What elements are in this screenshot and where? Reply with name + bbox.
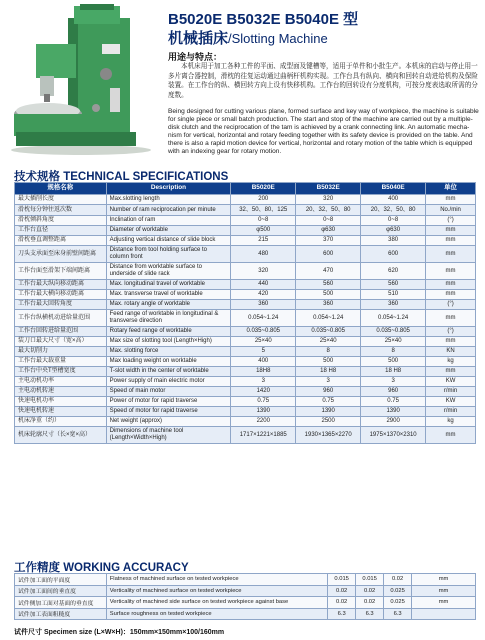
spec-cell: 380 xyxy=(361,236,426,246)
accuracy-cell: 0.02 xyxy=(356,585,384,597)
accuracy-table-body xyxy=(15,574,476,620)
spec-cell: 25×40 xyxy=(361,337,426,347)
spec-cell: Max loading weight on worktable xyxy=(106,357,231,367)
accuracy-row xyxy=(15,574,476,586)
spec-header-cell: B5020E xyxy=(231,183,296,195)
spec-cell: 510 xyxy=(361,290,426,300)
accuracy-cell: Surface roughness on tested workpiece xyxy=(106,608,327,620)
spec-cell: Distance from worktable surface to underside of slide rack xyxy=(106,263,231,280)
spec-cell: 0~8 xyxy=(231,216,296,226)
spec-cell: 600 xyxy=(296,246,361,263)
spec-cell: 5 xyxy=(231,347,296,357)
spec-cell: r/min xyxy=(426,407,476,417)
accuracy-cell: 试件加工面间的垂直度 xyxy=(15,585,107,597)
spec-cell: Diameter of worktable xyxy=(106,226,231,236)
spec-cell: Speed of motor for rapid traverse xyxy=(106,407,231,417)
spec-cell: 32、50、80、125 xyxy=(231,205,296,216)
spec-row xyxy=(15,263,476,280)
spec-row xyxy=(15,417,476,427)
spec-cell: 320 xyxy=(296,195,361,205)
spec-cell: r/min xyxy=(426,387,476,397)
spec-cell: Max. slotting force xyxy=(106,347,231,357)
spec-cell: 400 xyxy=(231,357,296,367)
spec-cell: 滑枕倾斜角度 xyxy=(15,216,107,226)
spec-cell: 1390 xyxy=(296,407,361,417)
spec-cell: 工作台直径 xyxy=(15,226,107,236)
spec-row xyxy=(15,397,476,407)
spec-cell: mm xyxy=(426,337,476,347)
spec-cell: 最大插削长度 xyxy=(15,195,107,205)
spec-cell: 470 xyxy=(296,263,361,280)
accuracy-row xyxy=(15,597,476,609)
spec-cell: 420 xyxy=(231,290,296,300)
spec-row xyxy=(15,387,476,397)
accuracy-cell: Verticality of machined side surface on tested workpiece against base xyxy=(106,597,327,609)
spec-cell: 600 xyxy=(361,246,426,263)
spec-cell: mm xyxy=(426,427,476,444)
spec-row xyxy=(15,367,476,377)
spec-cell: (°) xyxy=(426,300,476,310)
spec-cell: mm xyxy=(426,236,476,246)
spec-row xyxy=(15,246,476,263)
spec-cell: mm xyxy=(426,226,476,236)
spec-row xyxy=(15,327,476,337)
spec-cell: 500 xyxy=(296,357,361,367)
accuracy-cell xyxy=(412,608,476,620)
spec-cell: 18H8 xyxy=(231,367,296,377)
accuracy-table xyxy=(14,573,476,620)
spec-table-body xyxy=(15,195,476,444)
accuracy-cell: mm xyxy=(412,574,476,586)
slotting-machine-image xyxy=(6,4,156,156)
spec-cell: 960 xyxy=(296,387,361,397)
spec-table xyxy=(14,182,476,444)
spec-cell: 工作台最大纵向移动距离 xyxy=(15,280,107,290)
spec-cell: Inclination of ram xyxy=(106,216,231,226)
spec-cell: 滑枕垂直调整距离 xyxy=(15,236,107,246)
spec-cell: No./min xyxy=(426,205,476,216)
spec-cell: kg xyxy=(426,357,476,367)
spec-cell: 0.054~1.24 xyxy=(296,310,361,327)
accuracy-row xyxy=(15,585,476,597)
spec-cell: mm xyxy=(426,246,476,263)
spec-cell: 1717×1221×1885 xyxy=(231,427,296,444)
spec-cell: 560 xyxy=(361,280,426,290)
spec-cell: 2500 xyxy=(296,417,361,427)
spec-row xyxy=(15,226,476,236)
spec-cell: KW xyxy=(426,377,476,387)
spec-cell: 工作台面至滑架下端间距离 xyxy=(15,263,107,280)
spec-cell: mm xyxy=(426,367,476,377)
spec-header-row xyxy=(15,183,476,195)
spec-cell: φ630 xyxy=(296,226,361,236)
spec-cell: mm xyxy=(426,195,476,205)
spec-cell: 机床轮廓尺寸（长×宽×高） xyxy=(15,427,107,444)
spec-row xyxy=(15,337,476,347)
spec-cell: Power of motor for rapid traverse xyxy=(106,397,231,407)
accuracy-cell: 0.02 xyxy=(328,597,356,609)
spec-cell: 360 xyxy=(361,300,426,310)
spec-cell: 1930×1365×2270 xyxy=(296,427,361,444)
model-title: B5020E B5032E B5040E 型 xyxy=(168,11,359,28)
accuracy-cell: 6.3 xyxy=(384,608,412,620)
spec-cell: 主电动机功率 xyxy=(15,377,107,387)
spec-cell: 工作台纵横机动进给量范围 xyxy=(15,310,107,327)
spec-cell: 0.035~0.805 xyxy=(231,327,296,337)
description-en: Being designed for cutting various plane, formed surface and key way of workpiece, the machine is suitable for single piece or small batch production. The start and stop of the machine are carried out by a multiple-disk clutch and the reciprocation of the tam is achieved by a crank connecting link. An automatic mecha-nism for vertical, horizontal and rotary feeding together with its safety device is provided on the table. And there is also a rapid motion device for vertical, horizontal and rotary motion of the table which is equipped with an indexing gear for rotary motion. xyxy=(168,108,479,156)
accuracy-cell: 0.025 xyxy=(384,585,412,597)
spec-row xyxy=(15,280,476,290)
spec-cell: Net weight (approx) xyxy=(106,417,231,427)
spec-cell: 360 xyxy=(296,300,361,310)
spec-cell: 370 xyxy=(296,236,361,246)
spec-cell: mm xyxy=(426,310,476,327)
spec-cell: 8 xyxy=(361,347,426,357)
spec-cell: (°) xyxy=(426,327,476,337)
accuracy-cell: 0.02 xyxy=(356,597,384,609)
spec-cell: Distance from tool holding surface to column front xyxy=(106,246,231,263)
spec-row xyxy=(15,377,476,387)
spec-cell: 560 xyxy=(296,280,361,290)
description-cn: 本机床用于加工各种工件的平面、成型面及键槽等，适用于单件和小批生产。本机床的启动与停止用一多片离合器控制，滑枕的往复运动通过曲柄杆机构实现。工作台具有纵向、横向和回转自动进给机构及保险装置。在工作台的纵、横回转方向上设有快移机构。工作台的回转设有分度机构，可按分度表选取所需的分度数。 xyxy=(168,62,478,99)
accuracy-cell: 6.3 xyxy=(356,608,384,620)
spec-cell: 500 xyxy=(361,357,426,367)
header-area xyxy=(0,0,485,160)
machine-name-en: /Slotting Machine xyxy=(228,31,328,46)
spec-cell: 快速电机功率 xyxy=(15,397,107,407)
accuracy-cell: 0.02 xyxy=(384,574,412,586)
spec-cell: 25×40 xyxy=(231,337,296,347)
spec-cell: 20、32、50、80 xyxy=(296,205,361,216)
spec-row xyxy=(15,427,476,444)
spec-cell: 3 xyxy=(296,377,361,387)
spec-cell: 0.035~0.805 xyxy=(296,327,361,337)
spec-cell: 0.054~1.24 xyxy=(231,310,296,327)
specimen-size: 试件尺寸 Specimen size (L×W×H)：150mm×150mm×100/160mm xyxy=(14,629,225,636)
machine-name-cn: 机械插床 xyxy=(168,30,229,47)
spec-cell: 快速电机转速 xyxy=(15,407,107,417)
accuracy-cell: 试件加工面的平面度 xyxy=(15,574,107,586)
spec-cell: 2200 xyxy=(231,417,296,427)
spec-row xyxy=(15,195,476,205)
spec-cell: 0.035~0.805 xyxy=(361,327,426,337)
spec-cell: 1390 xyxy=(361,407,426,417)
spec-cell: 200 xyxy=(231,195,296,205)
spec-cell: 装刀口最大尺寸（宽×高） xyxy=(15,337,107,347)
spec-cell: 工作台中央T型槽宽度 xyxy=(15,367,107,377)
purpose-heading: 用途与特点： xyxy=(168,53,223,63)
spec-cell: 0.054~1.24 xyxy=(361,310,426,327)
spec-cell: 工作台最大横向移动距离 xyxy=(15,290,107,300)
spec-cell: 8 xyxy=(296,347,361,357)
spec-cell: 320 xyxy=(231,263,296,280)
spec-cell: 1420 xyxy=(231,387,296,397)
spec-header-cell: Description xyxy=(106,183,231,195)
spec-cell: 主电动机转速 xyxy=(15,387,107,397)
spec-cell: 500 xyxy=(296,290,361,300)
spec-cell: Max. transverse travel of worktable xyxy=(106,290,231,300)
spec-cell: KN xyxy=(426,347,476,357)
spec-cell: (°) xyxy=(426,216,476,226)
accuracy-cell: 0.02 xyxy=(328,585,356,597)
spec-cell: Adjusting vertical distance of slide block xyxy=(106,236,231,246)
spec-cell: 工作台回转进给量范围 xyxy=(15,327,107,337)
spec-cell: mm xyxy=(426,280,476,290)
spec-cell: φ500 xyxy=(231,226,296,236)
spec-row xyxy=(15,357,476,367)
spec-header-cell: 单位 xyxy=(426,183,476,195)
spec-cell: 440 xyxy=(231,280,296,290)
accuracy-cell: Verticality of machined surface on tested workpiece xyxy=(106,585,327,597)
spec-row xyxy=(15,407,476,417)
spec-row xyxy=(15,236,476,246)
spec-cell: mm xyxy=(426,263,476,280)
spec-cell: 1390 xyxy=(231,407,296,417)
accuracy-row xyxy=(15,608,476,620)
spec-cell: 3 xyxy=(361,377,426,387)
spec-cell: Dimensions of machine tool (Length×Width×High) xyxy=(106,427,231,444)
spec-cell: Rotary feed range of worktable xyxy=(106,327,231,337)
spec-cell: mm xyxy=(426,290,476,300)
spec-cell: 620 xyxy=(361,263,426,280)
spec-cell: 机床净重（约） xyxy=(15,417,107,427)
spec-cell: 215 xyxy=(231,236,296,246)
spec-cell: φ630 xyxy=(361,226,426,236)
accuracy-cell: mm xyxy=(412,585,476,597)
spec-cell: 2900 xyxy=(361,417,426,427)
spec-cell: KW xyxy=(426,397,476,407)
spec-cell: 360 xyxy=(231,300,296,310)
accuracy-cell: mm xyxy=(412,597,476,609)
spec-cell: 工作台最大载重量 xyxy=(15,357,107,367)
spec-row xyxy=(15,347,476,357)
spec-cell: 3 xyxy=(231,377,296,387)
spec-cell: Max. rotary angle of worktable xyxy=(106,300,231,310)
spec-header-cell: B5040E xyxy=(361,183,426,195)
spec-cell: 18 H8 xyxy=(361,367,426,377)
spec-cell: kg xyxy=(426,417,476,427)
spec-cell: Speed of main motor xyxy=(106,387,231,397)
spec-section-title: 技术规格 TECHNICAL SPECIFICATIONS xyxy=(14,171,229,183)
spec-cell: 0.75 xyxy=(296,397,361,407)
spec-cell: 最大切削力 xyxy=(15,347,107,357)
spec-cell: 0~8 xyxy=(361,216,426,226)
spec-cell: 滑枕每分钟往返次数 xyxy=(15,205,107,216)
accuracy-cell: 试件加工表面粗糙度 xyxy=(15,608,107,620)
spec-cell: 960 xyxy=(361,387,426,397)
accuracy-cell: 0.015 xyxy=(356,574,384,586)
spec-cell: 工作台最大回转角度 xyxy=(15,300,107,310)
spec-row xyxy=(15,205,476,216)
accuracy-cell: 6.3 xyxy=(328,608,356,620)
spec-row xyxy=(15,216,476,226)
spec-cell: Power supply of main electric motor xyxy=(106,377,231,387)
spec-cell: 0~8 xyxy=(296,216,361,226)
accuracy-cell: Flatness of machined surface on tested workpiece xyxy=(106,574,327,586)
spec-cell: 1975×1370×2310 xyxy=(361,427,426,444)
spec-cell: 0.75 xyxy=(361,397,426,407)
spec-cell: T-slot width in the center of worktable xyxy=(106,367,231,377)
spec-row xyxy=(15,290,476,300)
accuracy-cell: 试件侧加工面对基面的垂直度 xyxy=(15,597,107,609)
spec-cell: Number of ram reciprocation per minute xyxy=(106,205,231,216)
spec-cell: 0.75 xyxy=(231,397,296,407)
accuracy-section-title: 工作精度 WORKING ACCURACY xyxy=(14,562,189,574)
spec-cell: 400 xyxy=(361,195,426,205)
spec-cell: 18 H8 xyxy=(296,367,361,377)
accuracy-cell: 0.025 xyxy=(384,597,412,609)
spec-cell: Feed range of worktable in longitudinal & transverse direction xyxy=(106,310,231,327)
machine-name-title xyxy=(168,27,328,48)
accuracy-cell: 0.015 xyxy=(328,574,356,586)
spec-cell: Max.slotting length xyxy=(106,195,231,205)
spec-cell: 刀头支承面至床身前壁间距离 xyxy=(15,246,107,263)
spec-header-cell: 规格名称 xyxy=(15,183,107,195)
spec-cell: 20、32、50、80 xyxy=(361,205,426,216)
spec-cell: Max. longitudinal travel of worktable xyxy=(106,280,231,290)
spec-row xyxy=(15,310,476,327)
spec-cell: 25×40 xyxy=(296,337,361,347)
spec-header-cell: B5032E xyxy=(296,183,361,195)
spec-row xyxy=(15,300,476,310)
spec-cell: Max size of slotting tool (Length×High) xyxy=(106,337,231,347)
spec-cell: 480 xyxy=(231,246,296,263)
